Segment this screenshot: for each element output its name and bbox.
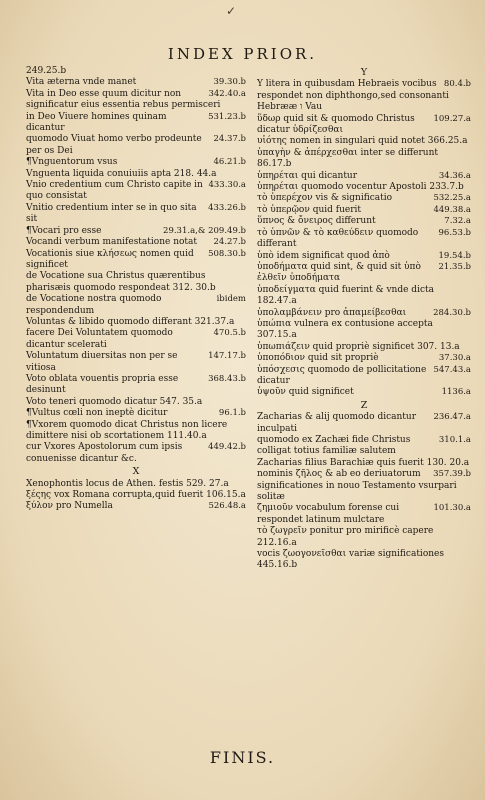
index-entry — [26, 271, 246, 294]
finis-footer: FINIS. — [209, 748, 276, 767]
entry-text: τὸ ζωγρεῖν ponitur pro mirificè capere 212.16.a — [257, 526, 434, 548]
index-entry — [26, 180, 246, 203]
entry-reference: 34.36.a — [438, 170, 471, 181]
entry-text: ¶Vxorem quomodo dicat Christus non licere dimittere nisi ob scortationem 111.40.a — [26, 419, 228, 441]
entry-reference: 236.47.a — [433, 412, 471, 423]
index-entry — [257, 308, 471, 319]
index-entry — [26, 249, 246, 272]
entry-text: 249.25.b — [26, 66, 67, 76]
entry-text: τὸ ὑπερῷον quid fuerit — [257, 204, 361, 215]
index-entry — [26, 169, 246, 180]
entry-reference: 109.27.a — [433, 113, 471, 124]
index-entry — [26, 397, 246, 408]
entry-text: ¶Vultus cœli non ineptè dicitur — [26, 408, 168, 419]
index-entry — [257, 216, 471, 227]
entry-reference: 39.30.b — [213, 77, 246, 88]
entry-text: ὑπαγὴν & ἀπέρχεσθαι inter se differunt 86.17.b — [257, 147, 438, 170]
entry-text: ¶Vocari pro esse — [26, 225, 102, 236]
index-entry — [257, 262, 471, 285]
section-letter: Z — [360, 399, 368, 411]
entry-text: Y litera in quibusdam Hebraeis vocibus respondet non diphthongo,sed consonanti Hebrææ ו Vau — [257, 79, 449, 113]
entry-text: τὸ ὑπνῶν & τὸ καθεύδειν quomodo differant — [257, 227, 419, 250]
entry-reference: 101.30.a — [433, 503, 471, 514]
entry-text: Xenophontis locus de Athen. festis 529. 27.a — [26, 478, 229, 489]
entry-text: ὕδωρ quid sit & quomodo Christus dicatur ὑδρίζεσθαι — [257, 113, 415, 136]
entry-reference: 342.40.a — [208, 88, 246, 99]
entry-reference: 284.30.b — [433, 307, 471, 318]
index-entry — [257, 549, 471, 572]
section-letter: Y — [360, 67, 368, 78]
index-entry — [257, 285, 471, 308]
entry-text: ὑπολαμβάνειν pro ἀπαμείβεσθαι — [257, 307, 407, 318]
entry-reference: 449.38.a — [433, 204, 471, 215]
entry-reference: 96.1.b — [218, 408, 246, 419]
index-entry — [26, 442, 246, 465]
index-entry — [257, 228, 471, 251]
entry-text: ὑπηρέται quomodo vocentur Apostoli 233.7.b — [257, 182, 464, 193]
index-entry — [26, 237, 246, 248]
entry-reference: ibidem — [216, 294, 246, 305]
index-entry — [26, 479, 246, 490]
index-entry — [257, 387, 471, 398]
index-entry — [257, 319, 471, 342]
entry-reference: 1136.a — [441, 387, 471, 398]
index-entry — [26, 328, 246, 351]
entry-text: Vocandi verbum manifestatione notat — [26, 237, 198, 248]
entry-text: quomodo Viuat homo verbo prodeunte per os Dei — [26, 134, 202, 156]
entry-text: ξύλον pro Numella — [26, 501, 113, 512]
section-letter: X — [132, 466, 140, 478]
entry-reference: 310.1.a — [438, 435, 471, 445]
index-entry — [257, 503, 471, 526]
entry-text: ὑπώπια vulnera ex contusione accepta 307.15.a — [257, 318, 433, 341]
index-entry — [257, 148, 471, 171]
entry-text: ὑποδήματα quid sint, & quid sit ὑπὸ ἐλθεῖν ὑποδήματα — [257, 261, 421, 284]
index-entry — [257, 79, 471, 113]
index-entry — [26, 134, 246, 157]
entry-reference: 547.43.a — [433, 364, 471, 375]
entry-reference: 7.32.a — [444, 216, 471, 227]
entry-text: quomodo ex Zachæi fide Christus colligat totius familiæ salutem — [257, 435, 411, 457]
entry-reference: 29.31.a,& 209.49.b — [163, 225, 246, 236]
entry-text: Vnitio credentium inter se in quo sita sit — [26, 202, 197, 225]
index-entry — [26, 294, 246, 317]
entry-text: Zacharias filius Barachiæ quis fuerit 130. 20.a — [257, 457, 470, 468]
entry-reference: 24.37.b — [213, 134, 246, 145]
corner-mark: ✓ — [226, 4, 237, 18]
index-entry — [26, 66, 246, 77]
entry-text: ξέςης vox Romana corrupta,quid fuerit 106.15.a — [26, 490, 246, 501]
entry-reference: 96.53.b — [438, 227, 471, 238]
index-entry — [26, 203, 246, 226]
index-entry — [257, 412, 471, 435]
entry-text: nominis ζῆλος & ab eo deriuatorum significationes in nouo Testamento vsurpari solitæ — [257, 469, 457, 503]
entry-text: de Vocatione nostra quomodo respondendum — [26, 294, 162, 316]
index-entry — [257, 435, 471, 458]
entry-text: Voluntatum diuersitas non per se vitiosa — [26, 351, 178, 373]
entry-text: τὸ ὑπερέχον vis & significatio — [257, 193, 393, 204]
index-entry — [26, 420, 246, 443]
entry-reference: 470.5.b — [213, 328, 246, 339]
entry-reference: 357.39.b — [433, 469, 471, 480]
entry-reference: 21.35.b — [438, 261, 471, 272]
entry-text: Voto teneri quomodo dicatur 547. 35.a — [26, 396, 203, 407]
entry-text: ὑψοῦν quid significet — [257, 387, 354, 398]
index-entry — [257, 205, 471, 216]
index-entry — [26, 501, 246, 512]
entry-text: ὑποδείγματα quid fuerint & vnde dicta 182.47.a — [257, 284, 434, 307]
entry-text: ὑπωπιάζειν quid propriè significet 307. 13.a — [257, 341, 460, 352]
right-column — [257, 66, 471, 572]
entry-text: υἱότης nomen in singulari quid notet 366.25.a — [257, 136, 468, 147]
index-entry — [257, 136, 471, 147]
entry-reference: 531.23.b — [208, 111, 246, 122]
entry-text: vocis ζωογονεῖσθαι variæ significationes 445.16.b — [257, 549, 444, 571]
entry-text: Zacharias & alij quomodo dicantur inculpati — [257, 412, 417, 434]
index-entry — [26, 157, 246, 168]
index-entry — [26, 351, 246, 374]
page-header: INDEX PRIOR. — [167, 45, 318, 63]
index-entry — [257, 526, 471, 549]
index-entry — [257, 342, 471, 353]
left-column — [26, 66, 246, 513]
entry-text: facere Dei Voluntatem quomodo dicantur scelerati — [26, 328, 173, 350]
entry-text: Voto oblata vouentis propria esse desinunt — [26, 373, 179, 396]
index-entry — [26, 77, 246, 88]
entry-text: ὑπόσχεσις quomodo de pollicitatione dicatur — [257, 364, 427, 386]
index-entry — [257, 171, 471, 182]
entry-reference: 24.27.b — [213, 237, 246, 248]
entry-reference: 433.30.a — [208, 180, 246, 191]
entry-reference: 37.30.a — [438, 353, 471, 364]
index-entry — [26, 408, 246, 419]
index-entry — [26, 374, 246, 397]
entry-text: Vnguenta liquida conuiuiis apta 218. 44.a — [26, 168, 217, 179]
index-entry — [257, 353, 471, 364]
entry-text: ὑπὸ idem significat quod ἀπὸ — [257, 250, 390, 261]
index-entry — [26, 317, 246, 328]
index-entry — [257, 469, 471, 503]
entry-text: ὑπηρέται qui dicantur — [257, 170, 358, 181]
entry-text: Voluntas & libido quomodo differant 321.37.a — [26, 316, 235, 327]
index-entry — [257, 365, 471, 388]
index-entry — [26, 490, 246, 501]
entry-text: in Deo Viuere homines quinam dicantur — [26, 111, 167, 134]
entry-reference: 526.48.a — [208, 501, 246, 512]
entry-reference: 449.42.b — [208, 442, 246, 453]
index-entry — [257, 458, 471, 469]
index-entry — [257, 114, 471, 137]
index-entry — [257, 251, 471, 262]
index-entry — [26, 112, 246, 135]
entry-text: ¶Vnguentorum vsus — [26, 157, 118, 168]
entry-reference: 532.25.a — [433, 193, 471, 204]
entry-text: Vnio credentium cum Christo capite in quo consistat — [26, 180, 203, 202]
entry-text: Vita æterna vnde manet — [26, 77, 137, 88]
index-entry — [257, 182, 471, 193]
entry-text: ὕπνος & ὄνειρος differunt — [257, 216, 376, 227]
entry-text: Vita in Deo esse quum dicitur non significatur eius essentia rebus permisceri — [26, 88, 221, 111]
entry-reference: 19.54.b — [438, 250, 471, 261]
entry-reference: 46.21.b — [213, 157, 246, 168]
entry-text: cur Vxores Apostolorum cum ipsis conuenisse dicantur &c. — [26, 442, 183, 464]
entry-text: Vocationis siue κλήσεως nomen quid significet — [26, 248, 194, 270]
index-entry — [257, 193, 471, 204]
entry-text: ζημιοῦν vocabulum forense cui respondet latinum mulctare — [257, 503, 400, 525]
entry-text: ὑποπόδιον quid sit propriè — [257, 353, 379, 364]
index-entry — [26, 89, 246, 112]
entry-reference: 433.26.b — [208, 202, 246, 213]
entry-reference: 508.30.b — [208, 248, 246, 259]
entry-reference: 147.17.b — [208, 351, 246, 362]
entry-reference: 368.43.b — [208, 373, 246, 384]
index-entry — [26, 226, 246, 237]
entry-reference: 80.4.b — [443, 79, 471, 90]
entry-text: de Vocatione sua Christus quærentibus pharisæis quomodo respondeat 312. 30.b — [26, 271, 216, 293]
